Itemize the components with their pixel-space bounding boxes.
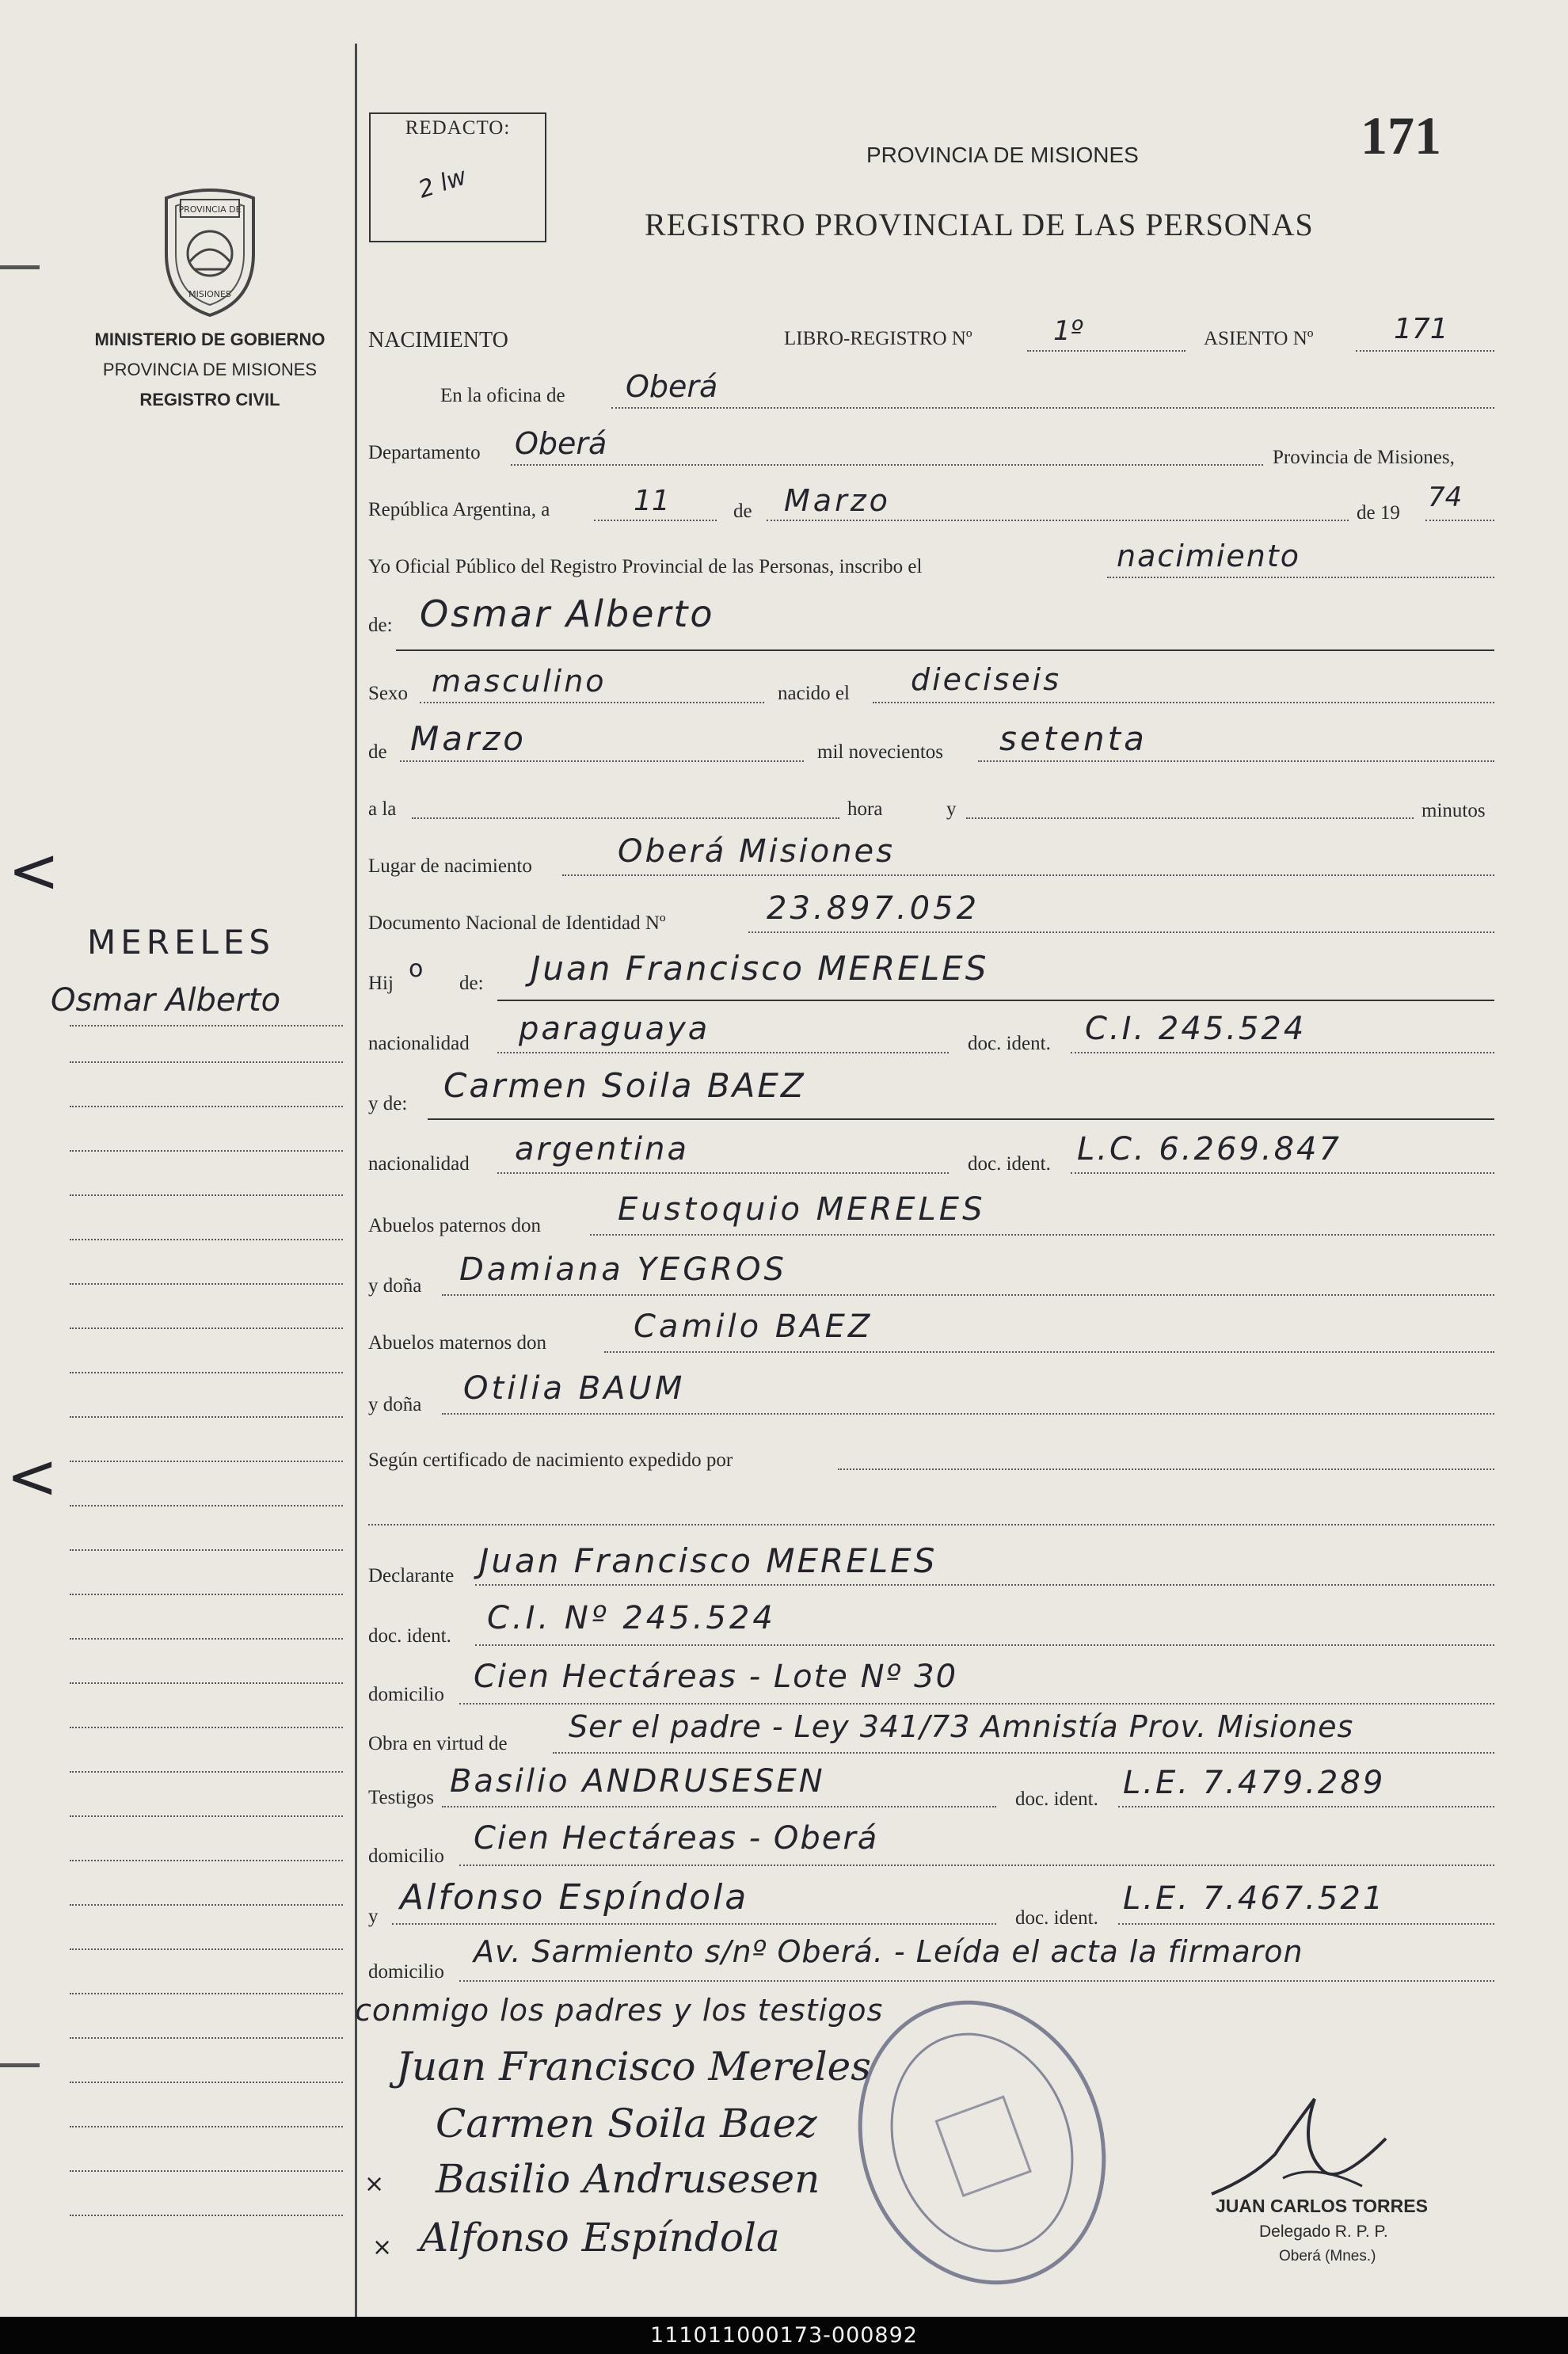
declarante-dom-label: domicilio xyxy=(368,1684,444,1705)
testigo1-dom-value: Cien Hectáreas - Oberá xyxy=(474,1820,879,1857)
continuation-text: conmigo los padres y los testigos xyxy=(355,1993,884,2028)
declarante-dom-value: Cien Hectáreas - Lote Nº 30 xyxy=(474,1659,958,1695)
redacto-value: 2 lw xyxy=(415,162,470,204)
obra-label: Obra en virtud de xyxy=(368,1733,508,1754)
doc-padre-label: doc. ident. xyxy=(968,1033,1051,1054)
nac-anio-value: setenta xyxy=(999,719,1147,758)
abuela-pat-value: Damiana YEGROS xyxy=(459,1251,787,1288)
inscribo-line xyxy=(1107,577,1494,578)
obra-value: Ser el padre - Ley 341/73 Amnistía Prov. Misiones xyxy=(569,1709,1354,1744)
abuelo-pat-line xyxy=(590,1234,1494,1236)
margin-ruled-line xyxy=(70,1239,343,1240)
ministry-line1: MINISTERIO DE GOBIERNO xyxy=(94,329,325,349)
archive-id-bar: 111011000173-000892 xyxy=(0,2317,1568,2354)
dni-line xyxy=(748,931,1494,933)
ministry-line2: PROVINCIA DE MISIONES xyxy=(102,360,318,379)
sexo-line xyxy=(420,702,764,703)
minutos-label: minutos xyxy=(1421,800,1486,821)
official-place: Oberá (Mnes.) xyxy=(1279,2248,1376,2264)
margin-ruled-line xyxy=(70,1372,343,1373)
margin-ruled-line xyxy=(70,1727,343,1728)
libro-label: LIBRO-REGISTRO Nº xyxy=(784,328,972,349)
binding-mark xyxy=(0,2063,40,2067)
margin-ruled-line xyxy=(70,1815,343,1817)
nombre-value: Osmar Alberto xyxy=(420,592,715,635)
margin-ruled-line xyxy=(70,1461,343,1462)
departamento-line xyxy=(511,464,1263,466)
binding-mark xyxy=(0,265,40,269)
inscribo-value: nacimiento xyxy=(1117,539,1301,573)
redacto-label: REDACTO: xyxy=(405,117,511,139)
nac-mes-line xyxy=(400,760,804,762)
margin-ruled-line xyxy=(70,1416,343,1418)
y-dona-mat-label: y doña xyxy=(368,1394,422,1415)
lugar-label: Lugar de nacimiento xyxy=(368,855,532,877)
obra-line xyxy=(553,1752,1494,1754)
abuelo-mat-line xyxy=(604,1351,1494,1353)
nac-madre-value: argentina xyxy=(515,1131,689,1167)
official-name: JUAN CARLOS TORRES xyxy=(1216,2196,1428,2216)
doc-madre-label: doc. ident. xyxy=(968,1153,1051,1175)
declarante-doc-label: doc. ident. xyxy=(368,1625,451,1647)
abuela-pat-line xyxy=(442,1294,1494,1296)
testigo1-dom-label: domicilio xyxy=(368,1845,444,1867)
minutos-line xyxy=(966,817,1414,819)
margin-ruled-line xyxy=(70,1327,343,1329)
asiento-line xyxy=(1356,350,1494,352)
signature-mark: × xyxy=(364,2170,385,2198)
margin-ruled-line xyxy=(70,1948,343,1950)
abuelos-pat-label: Abuelos paternos don xyxy=(368,1215,542,1236)
testigo1-doc-label: doc. ident. xyxy=(1015,1788,1098,1810)
margin-ruled-line xyxy=(70,1106,343,1107)
padre-line xyxy=(497,1000,1494,1001)
testigo2-doc-value: L.E. 7.467.521 xyxy=(1123,1880,1386,1917)
abuelo-mat-value: Camilo BAEZ xyxy=(634,1308,873,1345)
anio-value: 74 xyxy=(1428,482,1463,513)
margin-ruled-line xyxy=(70,1771,343,1773)
y-de-label: y de: xyxy=(368,1093,408,1114)
madre-line xyxy=(428,1118,1494,1120)
margin-divider xyxy=(355,44,357,2317)
testigo2-dom-value: Av. Sarmiento s/nº Oberá. - Leída el acta la firmaron xyxy=(474,1934,1303,1969)
hijo-label: Hij xyxy=(368,973,394,994)
signature-1: Juan Francisco Mereles xyxy=(396,2044,871,2089)
margin-check-mark: < xyxy=(6,1442,59,1513)
margin-check-mark: < xyxy=(8,836,60,907)
signature-4: Alfonso Espíndola xyxy=(420,2215,780,2261)
testigo2-value: Alfonso Espíndola xyxy=(400,1877,749,1918)
testigo2-dom-line xyxy=(459,1980,1494,1982)
nacimiento-label: NACIMIENTO xyxy=(368,328,508,352)
hora-label: hora xyxy=(847,798,883,820)
mil-label: mil novecientos xyxy=(817,741,943,763)
certificado-label: Según certificado de nacimiento expedido por xyxy=(368,1449,733,1471)
de-nombre-label: de: xyxy=(368,615,393,636)
margin-ruled-line xyxy=(70,1594,343,1595)
ministry-line3: REGISTRO CIVIL xyxy=(139,390,280,409)
margin-ruled-line xyxy=(70,1638,343,1640)
margin-ruled-line xyxy=(70,1505,343,1506)
margin-ruled-line xyxy=(70,1194,343,1196)
y-dona-pat-label: y doña xyxy=(368,1275,422,1297)
nac-madre-label: nacionalidad xyxy=(368,1153,470,1175)
margin-ruled-line xyxy=(70,1904,343,1906)
header-province: PROVINCIA DE MISIONES xyxy=(866,143,1139,167)
testigo1-dom-line xyxy=(459,1865,1494,1866)
nac-padre-value: paraguaya xyxy=(519,1011,710,1047)
dia-value: 11 xyxy=(634,485,670,517)
margin-names: Osmar Alberto xyxy=(51,982,281,1019)
republica-label: República Argentina, a xyxy=(368,499,550,520)
seal-banner: PROVINCIA DE xyxy=(178,204,242,215)
anio-label: de 19 xyxy=(1357,502,1400,524)
testigo2-doc-line xyxy=(1118,1923,1494,1925)
testigo1-value: Basilio ANDRUSESEN xyxy=(450,1763,825,1800)
margin-ruled-line xyxy=(70,1993,343,1994)
dia-line xyxy=(594,520,717,521)
oficina-line xyxy=(611,407,1494,409)
testigo1-doc-value: L.E. 7.479.289 xyxy=(1123,1765,1386,1801)
doc-padre-line xyxy=(1071,1052,1494,1053)
nacido-label: nacido el xyxy=(778,683,850,704)
a-la-label: a la xyxy=(368,798,397,820)
official-title: Delegado R. P. P. xyxy=(1259,2223,1388,2241)
abuelos-mat-label: Abuelos maternos don xyxy=(368,1332,546,1354)
madre-value: Carmen Soila BAEZ xyxy=(443,1066,806,1105)
anio-line xyxy=(1425,520,1494,521)
nac-madre-line xyxy=(497,1172,949,1174)
nacido-value: dieciseis xyxy=(911,662,1062,697)
de-mes-label: de xyxy=(368,741,387,763)
hijo-suffix: o xyxy=(409,955,424,983)
abuela-mat-value: Otilia BAUM xyxy=(463,1370,686,1407)
departamento-value: Oberá xyxy=(515,426,607,461)
oficina-label: En la oficina de xyxy=(440,385,565,406)
hijo-de-label: de: xyxy=(459,973,484,994)
libro-value: 1º xyxy=(1053,315,1083,347)
departamento-label: Departamento xyxy=(368,442,481,463)
doc-madre-line xyxy=(1071,1172,1494,1174)
doc-padre-value: C.I. 245.524 xyxy=(1085,1011,1307,1047)
declarante-doc-value: C.I. Nº 245.524 xyxy=(487,1600,776,1636)
margin-ruled-line xyxy=(70,2170,343,2172)
seal-bottom: MISIONES xyxy=(188,289,231,299)
margin-ruled-line xyxy=(70,1150,343,1152)
libro-line xyxy=(1027,350,1186,352)
margin-ruled-line xyxy=(70,2082,343,2083)
declarante-doc-line xyxy=(475,1644,1494,1646)
asiento-label: ASIENTO Nº xyxy=(1204,328,1314,349)
doc-madre-value: L.C. 6.269.847 xyxy=(1077,1131,1342,1167)
testigo2-line xyxy=(392,1923,996,1925)
de-label: de xyxy=(733,501,752,522)
y-label: y xyxy=(946,798,957,820)
testigo1-line xyxy=(442,1806,996,1807)
certificado-line xyxy=(838,1468,1494,1470)
redacto-box xyxy=(369,112,546,242)
sexo-value: masculino xyxy=(432,664,607,699)
dni-value: 23.897.052 xyxy=(767,890,980,927)
certificado-line-2 xyxy=(368,1524,1494,1526)
asiento-value: 171 xyxy=(1394,313,1448,345)
nac-anio-line xyxy=(978,760,1494,762)
padre-value: Juan Francisco MERELES xyxy=(531,949,989,988)
oficial-label: Yo Oficial Público del Registro Provincial de las Personas, inscribo el xyxy=(368,556,923,577)
margin-ruled-line xyxy=(70,1549,343,1551)
margin-ruled-line xyxy=(70,2215,343,2216)
testigo2-dom-label: domicilio xyxy=(368,1961,444,1983)
nac-mes-value: Marzo xyxy=(410,719,527,758)
header-title: REGISTRO PROVINCIAL DE LAS PERSONAS xyxy=(645,207,1314,242)
lugar-value: Oberá Misiones xyxy=(618,833,896,870)
nac-padre-label: nacionalidad xyxy=(368,1033,470,1054)
nombre-line xyxy=(396,649,1494,651)
margin-ruled-line xyxy=(70,2126,343,2127)
oficina-value: Oberá xyxy=(626,369,718,404)
margin-ruled-line xyxy=(70,2037,343,2039)
page-number: 171 xyxy=(1361,105,1441,166)
mes-line xyxy=(767,520,1349,521)
nac-padre-line xyxy=(497,1052,949,1053)
testigos-label: Testigos xyxy=(368,1787,434,1808)
signature-mark: × xyxy=(372,2234,393,2261)
margin-surname: MERELES xyxy=(87,923,276,962)
declarante-label: Declarante xyxy=(368,1565,455,1586)
declarante-dom-line xyxy=(459,1703,1494,1705)
declarante-line xyxy=(475,1584,1494,1586)
mes-value: Marzo xyxy=(784,483,891,518)
margin-ruled-line xyxy=(70,1025,343,1027)
dni-label: Documento Nacional de Identidad Nº xyxy=(368,912,666,934)
official-stamp-icon xyxy=(847,1988,1117,2297)
testigo2-doc-label: doc. ident. xyxy=(1015,1907,1098,1929)
margin-ruled-line xyxy=(70,1283,343,1285)
nacido-line xyxy=(873,702,1494,703)
signature-2: Carmen Soila Baez xyxy=(436,2101,817,2146)
declarante-value: Juan Francisco MERELES xyxy=(479,1541,938,1580)
margin-ruled-line xyxy=(70,1860,343,1861)
hora-line xyxy=(412,817,839,819)
testigo1-doc-line xyxy=(1118,1806,1494,1807)
provincia-label: Provincia de Misiones, xyxy=(1273,447,1455,468)
sexo-label: Sexo xyxy=(368,683,408,704)
y-testigo-label: y xyxy=(368,1906,379,1927)
margin-ruled-line xyxy=(70,1682,343,1684)
province-seal-icon xyxy=(150,182,269,317)
signature-3: Basilio Andrusesen xyxy=(436,2156,820,2202)
margin-ruled-line xyxy=(70,1061,343,1063)
abuelo-pat-value: Eustoquio MERELES xyxy=(618,1191,986,1228)
lugar-line xyxy=(562,874,1494,876)
abuela-mat-line xyxy=(442,1413,1494,1415)
